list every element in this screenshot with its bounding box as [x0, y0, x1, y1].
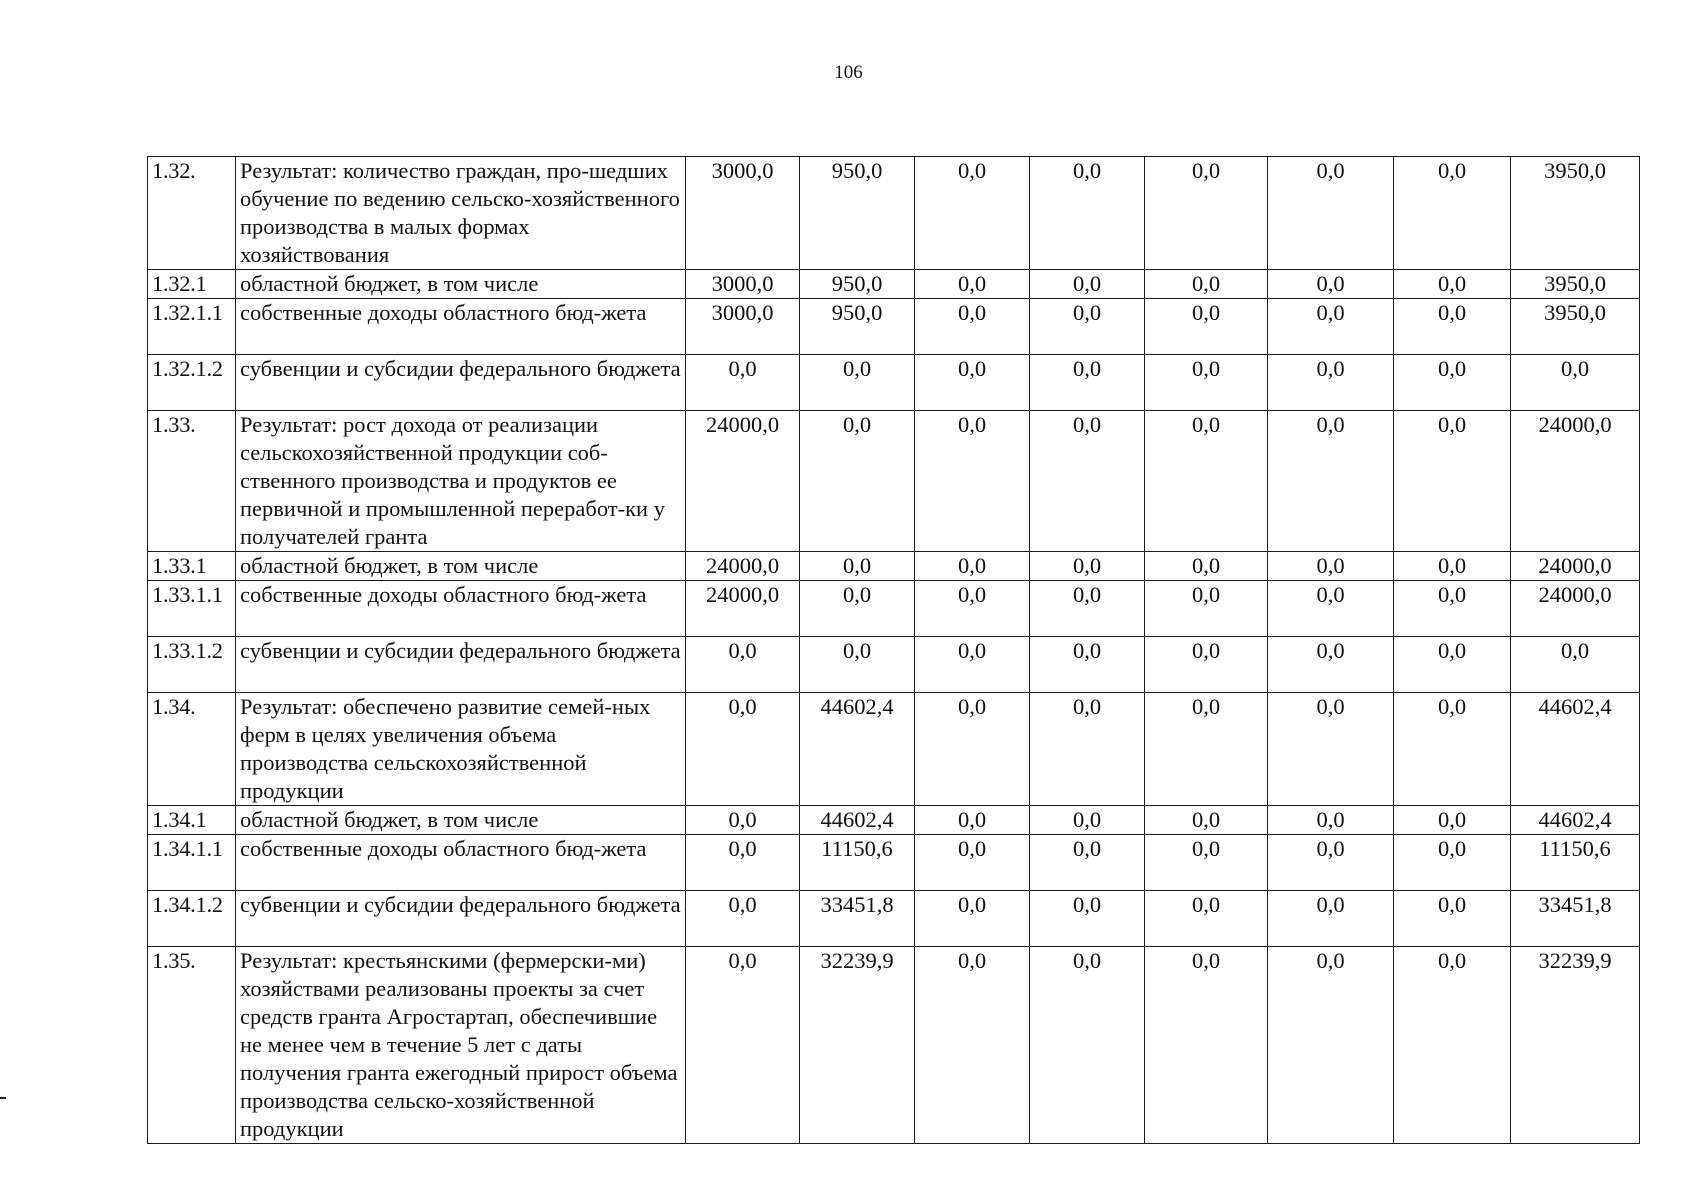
- row-code: 1.32.1.1: [148, 299, 236, 355]
- row-value: 0,0: [915, 270, 1030, 299]
- row-value: 0,0: [915, 806, 1030, 835]
- row-code: 1.34.1: [148, 806, 236, 835]
- row-value: 0,0: [1145, 552, 1268, 581]
- table-row: [148, 806, 1640, 835]
- row-code: 1.34.1.1: [148, 835, 236, 891]
- row-value: 0,0: [1030, 947, 1145, 1144]
- row-total-value: 44602,4: [1511, 806, 1640, 835]
- row-value: 0,0: [1145, 411, 1268, 552]
- row-value: 0,0: [915, 637, 1030, 693]
- row-value: 950,0: [800, 157, 915, 270]
- row-code: 1.33.1.2: [148, 637, 236, 693]
- table-body: [148, 157, 1640, 1144]
- table-row: [148, 411, 1640, 552]
- row-value: 0,0: [1030, 806, 1145, 835]
- row-description: собственные доходы областного бюд-жета: [236, 581, 686, 637]
- row-total-value: 32239,9: [1511, 947, 1640, 1144]
- row-value: 24000,0: [686, 552, 800, 581]
- table-row: [148, 581, 1640, 637]
- row-value: 0,0: [1145, 806, 1268, 835]
- row-value: 0,0: [915, 411, 1030, 552]
- row-code: 1.34.: [148, 693, 236, 806]
- row-value: 0,0: [1394, 411, 1511, 552]
- row-value: 0,0: [1268, 637, 1394, 693]
- table-row: [148, 355, 1640, 411]
- row-value: 0,0: [1030, 693, 1145, 806]
- row-description: собственные доходы областного бюд-жета: [236, 835, 686, 891]
- row-value: 0,0: [800, 355, 915, 411]
- row-value: 0,0: [1145, 947, 1268, 1144]
- row-code: 1.33.: [148, 411, 236, 552]
- row-value: 0,0: [1030, 355, 1145, 411]
- row-code: 1.34.1.2: [148, 891, 236, 947]
- row-value: 0,0: [686, 806, 800, 835]
- row-value: 0,0: [915, 835, 1030, 891]
- row-value: 0,0: [1394, 891, 1511, 947]
- row-value: 0,0: [1394, 157, 1511, 270]
- row-value: 0,0: [1394, 835, 1511, 891]
- row-description: Результат: крестьянскими (фермерски-ми) хозяйствами реализованы проекты за счет средств гранта Агростартап, обеспечившие не менее чем в течение 5 лет с даты получения гранта ежегодный прирост объема производства сельско-хозяйственной продукции: [236, 947, 686, 1144]
- row-total-value: 0,0: [1511, 637, 1640, 693]
- row-code: 1.33.1.1: [148, 581, 236, 637]
- table-row: [148, 157, 1640, 270]
- row-value: 0,0: [686, 835, 800, 891]
- row-total-value: 3950,0: [1511, 270, 1640, 299]
- row-description: субвенции и субсидии федерального бюджета: [236, 637, 686, 693]
- table-row: [148, 637, 1640, 693]
- row-value: 0,0: [1268, 552, 1394, 581]
- row-value: 0,0: [1268, 806, 1394, 835]
- row-value: 0,0: [1394, 637, 1511, 693]
- row-value: 0,0: [1268, 299, 1394, 355]
- row-value: 0,0: [1394, 552, 1511, 581]
- row-value: 0,0: [1030, 835, 1145, 891]
- row-value: 0,0: [1030, 581, 1145, 637]
- table-row: [148, 299, 1640, 355]
- row-value: 0,0: [1145, 693, 1268, 806]
- row-value: 0,0: [1145, 157, 1268, 270]
- row-code: 1.32.: [148, 157, 236, 270]
- page-number: 106: [834, 62, 863, 83]
- row-description: Результат: рост дохода от реализации сельскохозяйственной продукции соб-ственного производства и продуктов ее первичной и промышленной переработ-ки у получателей гранта: [236, 411, 686, 552]
- row-value: 32239,9: [800, 947, 915, 1144]
- row-value: 0,0: [1268, 355, 1394, 411]
- row-value: 0,0: [686, 637, 800, 693]
- row-value: 24000,0: [686, 411, 800, 552]
- row-value: 0,0: [1394, 693, 1511, 806]
- row-value: 0,0: [1145, 299, 1268, 355]
- row-value: 0,0: [1394, 947, 1511, 1144]
- row-value: 0,0: [915, 693, 1030, 806]
- row-value: 0,0: [1268, 270, 1394, 299]
- row-value: 0,0: [1268, 947, 1394, 1144]
- row-value: 3000,0: [686, 270, 800, 299]
- row-value: 0,0: [1030, 891, 1145, 947]
- row-value: 0,0: [915, 299, 1030, 355]
- table-row: [148, 270, 1640, 299]
- row-value: 0,0: [1268, 835, 1394, 891]
- row-value: 0,0: [1030, 299, 1145, 355]
- row-value: 0,0: [1268, 891, 1394, 947]
- row-value: 0,0: [1145, 637, 1268, 693]
- row-code: 1.33.1: [148, 552, 236, 581]
- table-row: [148, 947, 1640, 1144]
- row-total-value: 24000,0: [1511, 552, 1640, 581]
- row-total-value: 0,0: [1511, 355, 1640, 411]
- row-code: 1.32.1: [148, 270, 236, 299]
- row-value: 0,0: [800, 581, 915, 637]
- row-description: субвенции и субсидии федерального бюджета: [236, 355, 686, 411]
- row-value: 33451,8: [800, 891, 915, 947]
- row-value: 0,0: [1145, 355, 1268, 411]
- row-value: 0,0: [1030, 157, 1145, 270]
- row-value: 0,0: [1394, 581, 1511, 637]
- row-value: 0,0: [1268, 693, 1394, 806]
- row-description: собственные доходы областного бюд-жета: [236, 299, 686, 355]
- row-value: 0,0: [1030, 552, 1145, 581]
- row-value: 0,0: [915, 947, 1030, 1144]
- row-value: 11150,6: [800, 835, 915, 891]
- budget-table: [147, 156, 1640, 1144]
- row-code: 1.32.1.2: [148, 355, 236, 411]
- row-value: 0,0: [1268, 157, 1394, 270]
- row-value: 0,0: [686, 355, 800, 411]
- row-description: субвенции и субсидии федерального бюджета: [236, 891, 686, 947]
- row-value: 950,0: [800, 299, 915, 355]
- row-code: 1.35.: [148, 947, 236, 1144]
- row-total-value: 44602,4: [1511, 693, 1640, 806]
- row-value: 0,0: [915, 552, 1030, 581]
- table-row: [148, 835, 1640, 891]
- row-value: 44602,4: [800, 806, 915, 835]
- row-value: 0,0: [686, 947, 800, 1144]
- row-total-value: 24000,0: [1511, 581, 1640, 637]
- row-value: 0,0: [1145, 270, 1268, 299]
- row-description: областной бюджет, в том числе: [236, 552, 686, 581]
- row-value: 0,0: [915, 581, 1030, 637]
- row-value: 24000,0: [686, 581, 800, 637]
- row-description: областной бюджет, в том числе: [236, 806, 686, 835]
- row-value: 950,0: [800, 270, 915, 299]
- row-value: 0,0: [1394, 806, 1511, 835]
- row-value: 0,0: [915, 157, 1030, 270]
- row-value: 0,0: [800, 552, 915, 581]
- table-row: [148, 552, 1640, 581]
- row-value: 0,0: [1394, 270, 1511, 299]
- row-value: 0,0: [1145, 835, 1268, 891]
- row-value: 0,0: [686, 891, 800, 947]
- margin-mark: [0, 1097, 6, 1099]
- row-total-value: 33451,8: [1511, 891, 1640, 947]
- row-value: 0,0: [1145, 581, 1268, 637]
- row-value: 0,0: [800, 637, 915, 693]
- row-value: 0,0: [1030, 270, 1145, 299]
- row-value: 0,0: [1030, 637, 1145, 693]
- row-description: областной бюджет, в том числе: [236, 270, 686, 299]
- table-row: [148, 693, 1640, 806]
- row-value: 44602,4: [800, 693, 915, 806]
- row-total-value: 3950,0: [1511, 157, 1640, 270]
- table-row: [148, 891, 1640, 947]
- row-value: 0,0: [1145, 891, 1268, 947]
- row-value: 3000,0: [686, 157, 800, 270]
- row-total-value: 11150,6: [1511, 835, 1640, 891]
- row-value: 0,0: [800, 411, 915, 552]
- row-value: 0,0: [1030, 411, 1145, 552]
- row-description: Результат: количество граждан, про-шедших обучение по ведению сельско-хозяйственного производства в малых формах хозяйствования: [236, 157, 686, 270]
- row-value: 0,0: [915, 355, 1030, 411]
- row-total-value: 24000,0: [1511, 411, 1640, 552]
- row-value: 3000,0: [686, 299, 800, 355]
- row-description: Результат: обеспечено развитие семей-ных ферм в целях увеличения объема производства сельскохозяйственной продукции: [236, 693, 686, 806]
- row-total-value: 3950,0: [1511, 299, 1640, 355]
- row-value: 0,0: [1268, 411, 1394, 552]
- row-value: 0,0: [686, 693, 800, 806]
- row-value: 0,0: [1268, 581, 1394, 637]
- row-value: 0,0: [1394, 355, 1511, 411]
- row-value: 0,0: [915, 891, 1030, 947]
- row-value: 0,0: [1394, 299, 1511, 355]
